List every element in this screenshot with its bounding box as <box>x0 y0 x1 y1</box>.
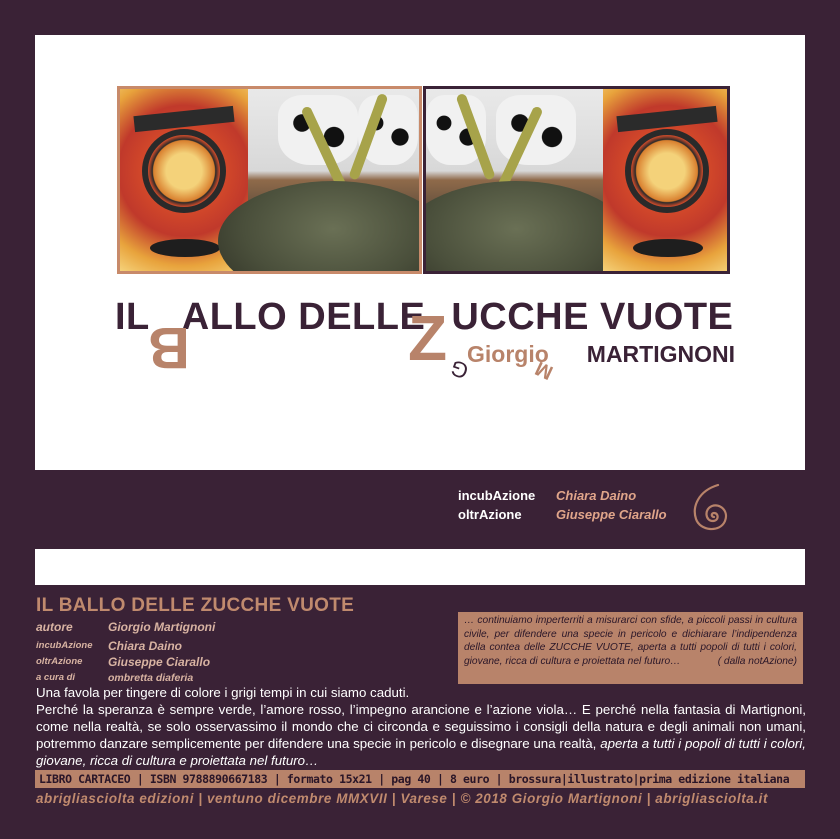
poster-image <box>603 89 730 271</box>
credit-row <box>458 486 667 505</box>
cover-credits <box>458 486 667 524</box>
credit-role: oltrAzione <box>458 507 522 522</box>
description-lead: Una favola per tingere di colore i grigi tempi in cui siamo caduti. <box>36 685 410 700</box>
divider-strip <box>35 549 805 585</box>
decorative-letter-z: Z <box>408 302 448 374</box>
decorative-letter-m: M <box>532 356 557 384</box>
title-mid: ALLO DELLE <box>181 296 426 338</box>
author-first-name: Giorgio <box>467 341 549 367</box>
meta-value: Chiara Daino <box>108 639 183 653</box>
decorative-letter-b: B <box>148 315 190 380</box>
description-body: Perché la speranza è sempre verde, l’amore rosso, l’impegno arancione e l’azione viola… E perché nella fantasia di Martignoni, come nella realtà, se solo osservassimo il mondo che ci circonda e seguissimo i consigli della natura e degli animali non umani, potremmo danzare semplicemente per difendere una specie in pericolo e disegnare una realtà, <box>36 702 806 751</box>
title-prefix: IL <box>115 296 150 338</box>
meta-value: Giorgio Martignoni <box>108 620 216 634</box>
author-last-name: MARTIGNONI <box>586 341 735 367</box>
book-metadata <box>36 619 215 686</box>
book-title: IL BALLO DELLE ZUCCHE VUOTE <box>36 595 355 616</box>
quote-box <box>458 612 803 684</box>
meta-value: Giuseppe Ciarallo <box>108 655 211 669</box>
credit-name: Giuseppe Ciarallo <box>556 507 667 522</box>
pumpkin-scene-image <box>426 89 603 271</box>
credit-row <box>458 505 667 524</box>
meta-label: incubAzione <box>36 640 93 651</box>
publisher-footer: abrigliasciolta edizioni | ventuno dicembre MMXVII | Varese | © 2018 Giorgio Martignoni | abrigliasciolta.it <box>36 791 769 806</box>
meta-row <box>36 619 215 635</box>
decorative-letter-g: G <box>447 354 472 385</box>
spiral-logo-icon <box>688 483 730 535</box>
meta-value: ombretta diaferia <box>108 672 194 684</box>
spec-bar: LIBRO CARTACEO | ISBN 9788890667183 | formato 15x21 | pag 40 | 8 euro | brossura|illustrato|prima edizione italiana <box>35 770 805 788</box>
cover-author <box>467 343 735 366</box>
meta-row <box>36 638 215 654</box>
cover-image-right <box>423 86 730 274</box>
credit-name: Chiara Daino <box>556 488 637 503</box>
meta-label: autore <box>36 620 73 634</box>
meta-label: oltrAzione <box>36 656 83 667</box>
meta-label: a cura di <box>36 672 76 683</box>
description-body-italic: aperta a tutti i popoli di tutti i colori, giovane, ricca di cultura e proiettata nel futuro… <box>36 736 807 768</box>
title-suffix: UCCHE VUOTE <box>451 296 734 338</box>
pumpkin-scene-image <box>248 89 422 271</box>
cover-image-left <box>117 86 422 274</box>
book-description <box>36 684 806 769</box>
meta-row <box>36 654 215 670</box>
credit-role: incubAzione <box>458 488 536 503</box>
quote-text: … continuiamo imperterriti a misurarci con sfide, a piccoli passi in cultura civile, per difendere una specie in pericolo e dichiarare l’indipendenza della contea delle ZUCCHE VUOTE, aperta a tutti popoli di tutti i colori, giovane, ricca di cultura e proiettata nel futuro… <box>464 615 797 667</box>
quote-source: ( dalla notAzione) <box>717 655 797 667</box>
